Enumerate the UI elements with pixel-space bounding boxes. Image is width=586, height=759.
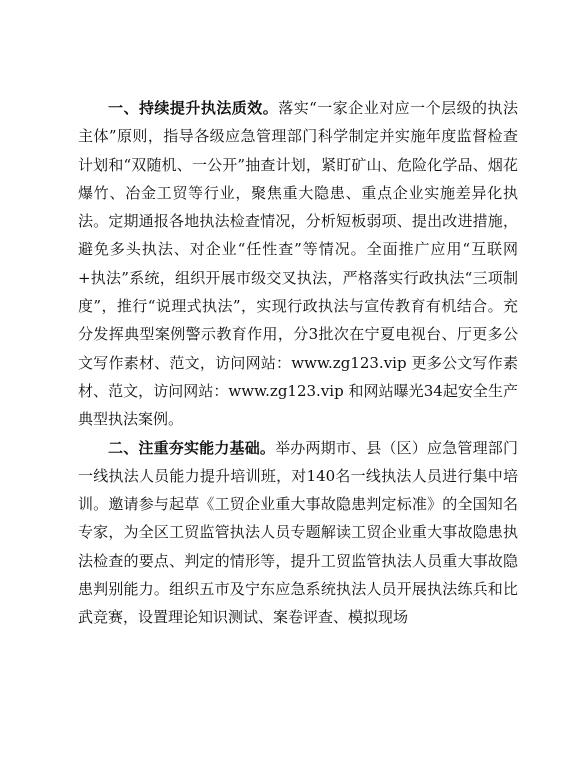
paragraph-2-heading: 二、注重夯实能力基础。 [108,438,276,457]
paragraph-2 [78,434,518,632]
paragraph-1-heading: 一、持续提升执法质效。 [108,99,279,117]
paragraph-2-body: 举办两期市、县（区）应急管理部门一线执法人员能力提升培训班，对140名一线执法人员进行集中培训。邀请参与起草《工贸企业重大事故隐患判定标准》的全国知名专家，为全区工贸监管执法人员专题解读工贸企业重大事故隐患执法检查的要点、判定的情形等，提升工贸监管执法人员重大事故隐患判别能力。组织五市及宁东应急系统执法人员开展执法练兵和比武竞赛，设置理论知识测试、案卷评查、模拟现场 [78,438,518,627]
document-body [78,94,518,632]
paragraph-1 [78,94,518,434]
paragraph-1-body: 落实“一家企业对应一个层级的执法主体”原则，指导各级应急管理部门科学制定并实施年度监督检查计划和“双随机、一公开”抽查计划，紧盯矿山、危险化学品、烟花爆竹、冶金工贸等行业，聚焦重大隐患、重点企业实施差异化执法。定期通报各地执法检查情况，分析短板弱项、提出改进措施，避免多头执法、对企业“任性查”等情况。全面推广应用“互联网+执法”系统，组织开展市级交叉执法，严格落实行政执法“三项制度”，推行“说理式执法”，实现行政执法与宣传教育有机结合。充分发挥典型案例警示教育作用，分3批次在宁夏电视台、厅更多公文写作素材、范文，访问网站：www.zg123.vip 更多公文写作素材、范文，访问网站：www.zg123.vip 和网站曝光34起安全生产典型执法案例。 [78,99,518,429]
